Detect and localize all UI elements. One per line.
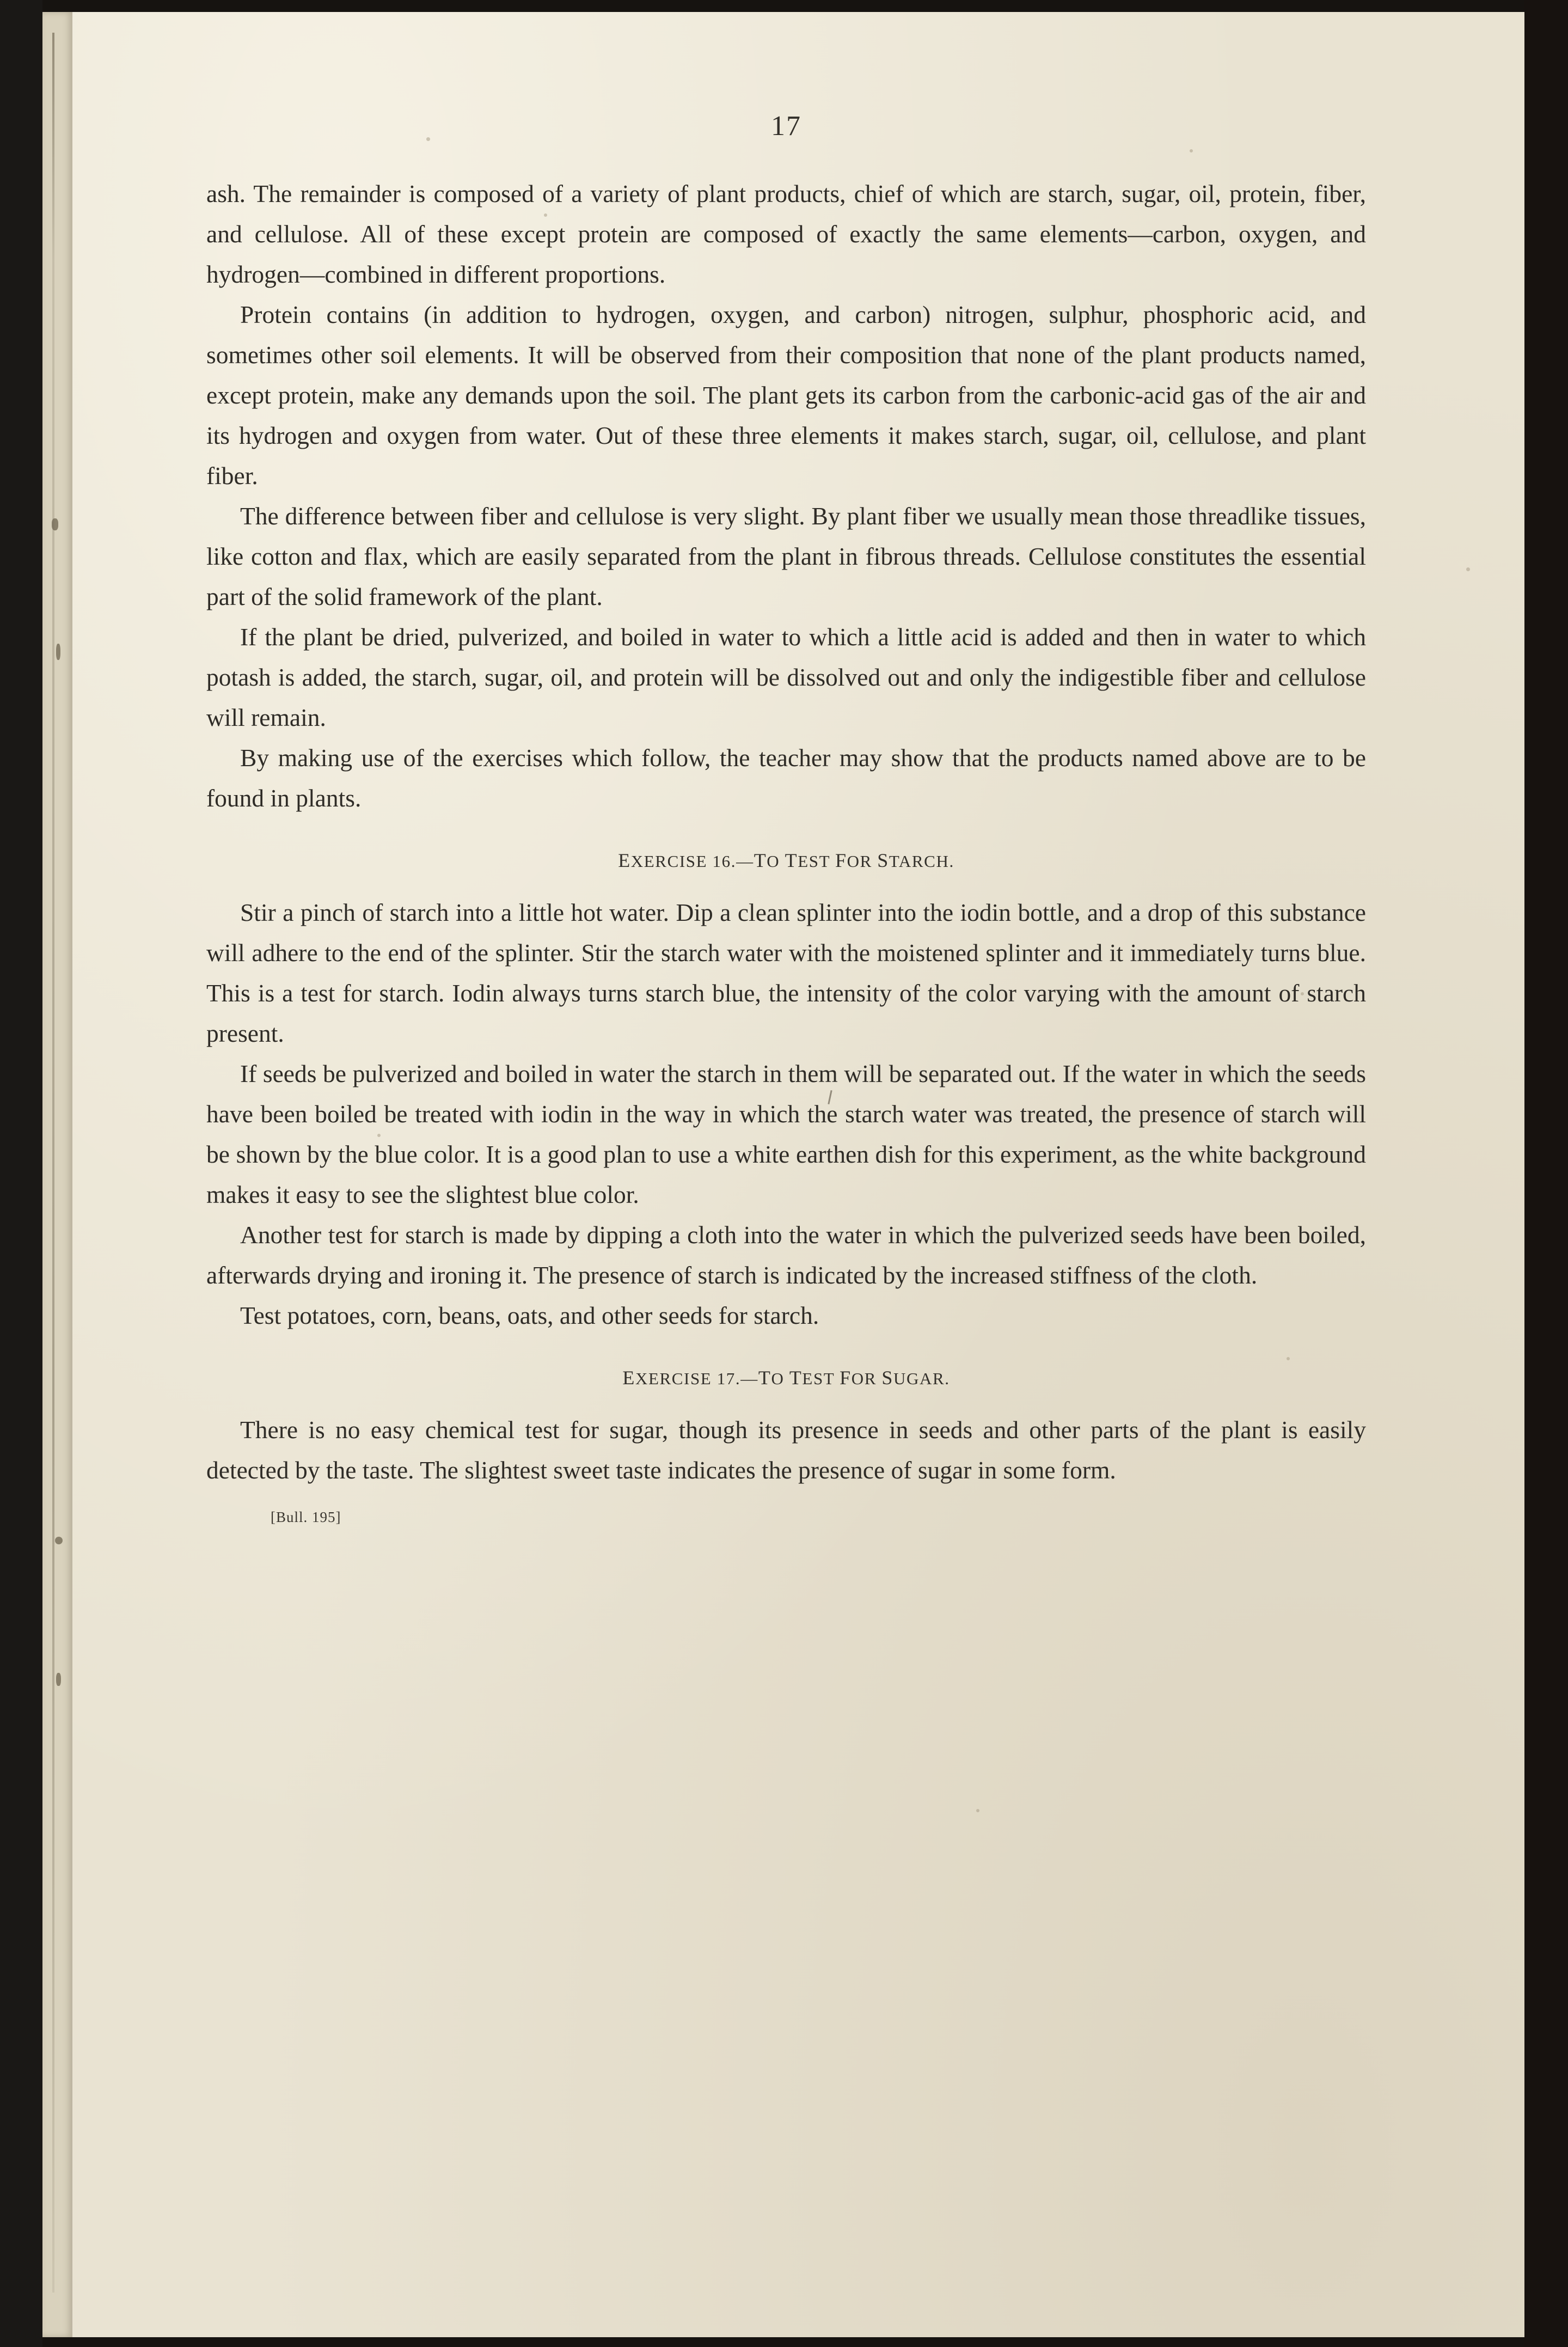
paragraph: Another test for starch is made by dipping a cloth into the water in which the pulverized seeds have been boiled, afterwards drying and ironing it. The presence of starch is indicated by the increased stiffness of the cloth. (206, 1221, 1366, 1289)
edge-mark (55, 1537, 63, 1544)
paper-speck (1466, 567, 1470, 571)
book-binding-crease (52, 33, 54, 2293)
page-text-column (206, 110, 1366, 1526)
exercise-17-heading: EXERCISE 17.—TO TEST FOR SUGAR. (622, 1367, 950, 1389)
paragraph: The difference between fiber and cellulose is very slight. By plant fiber we usually mean those threadlike tissues, like cotton and flax, which are easily separated from the plant in fibrous threads. Cellulose constitutes the essential part of the solid framework of the plant. (206, 502, 1366, 610)
paragraph: There is no easy chemical test for sugar, though its presence in seeds and other parts of the plant is easily detected by the taste. The slightest sweet taste indicates the presence of sugar in some form. (206, 1416, 1366, 1484)
edge-mark (56, 1673, 61, 1686)
paragraph: ash. The remainder is composed of a variety of plant products, chief of which are starch, sugar, oil, protein, fiber, and cellulose. All of these except protein are composed of exactly the same elements—carbon, oxygen, and hydrogen—combined in different proportions. (206, 180, 1366, 288)
page-sheet (72, 12, 1524, 2337)
paragraph: If seeds be pulverized and boiled in water the starch in them will be separated out. If the water in which the seeds have been boiled be treated with iodin in the way in which the starch water was treated, the presence of starch will be shown by the blue color. It is a good plan to use a white earthen dish for this experiment, as the white background makes it easy to see the slightest blue color. (206, 1060, 1366, 1208)
paragraph: Protein contains (in addition to hydrogen, oxygen, and carbon) nitrogen, sulphur, phosphoric acid, and sometimes other soil elements. It will be observed from their composition that none of the plant products named, except protein, make any demands upon the soil. The plant gets its carbon from the carbonic-acid gas of the air and its hydrogen and oxygen from water. Out of these three elements it makes starch, sugar, oil, cellulose, and plant fiber. (206, 301, 1366, 490)
bulletin-note: [Bull. 195] (271, 1509, 341, 1525)
scan-border-right (1524, 0, 1568, 2347)
scan-border-bottom (0, 2337, 1568, 2347)
scan-border-top (0, 0, 1568, 12)
book-binding-strip (42, 12, 74, 2337)
edge-mark (52, 518, 58, 530)
paragraph: Stir a pinch of starch into a little hot water. Dip a clean splinter into the iodin bottle, and a drop of this substance will adhere to the end of the splinter. Stir the starch water with the moistened splinter and it immediately turns blue. This is a test for starch. Iodin always turns starch blue, the intensity of the color varying with the amount of starch present. (206, 899, 1366, 1047)
edge-mark (56, 644, 60, 660)
paragraph: If the plant be dried, pulverized, and boiled in water to which a little acid is added and then in water to which potash is added, the starch, sugar, oil, and protein will be dissolved out and only the indigestible fiber and cellulose will remain. (206, 623, 1366, 731)
page-inner (72, 12, 1524, 2337)
exercise-16-heading: EXERCISE 16.—TO TEST FOR STARCH. (618, 849, 954, 871)
paragraph: By making use of the exercises which follow, the teacher may show that the products named above are to be found in plants. (206, 744, 1366, 812)
paper-speck (976, 1809, 979, 1812)
scan-border-left (0, 0, 42, 2347)
page-number: 17 (771, 111, 801, 142)
paragraph: Test potatoes, corn, beans, oats, and other seeds for starch. (240, 1301, 819, 1329)
